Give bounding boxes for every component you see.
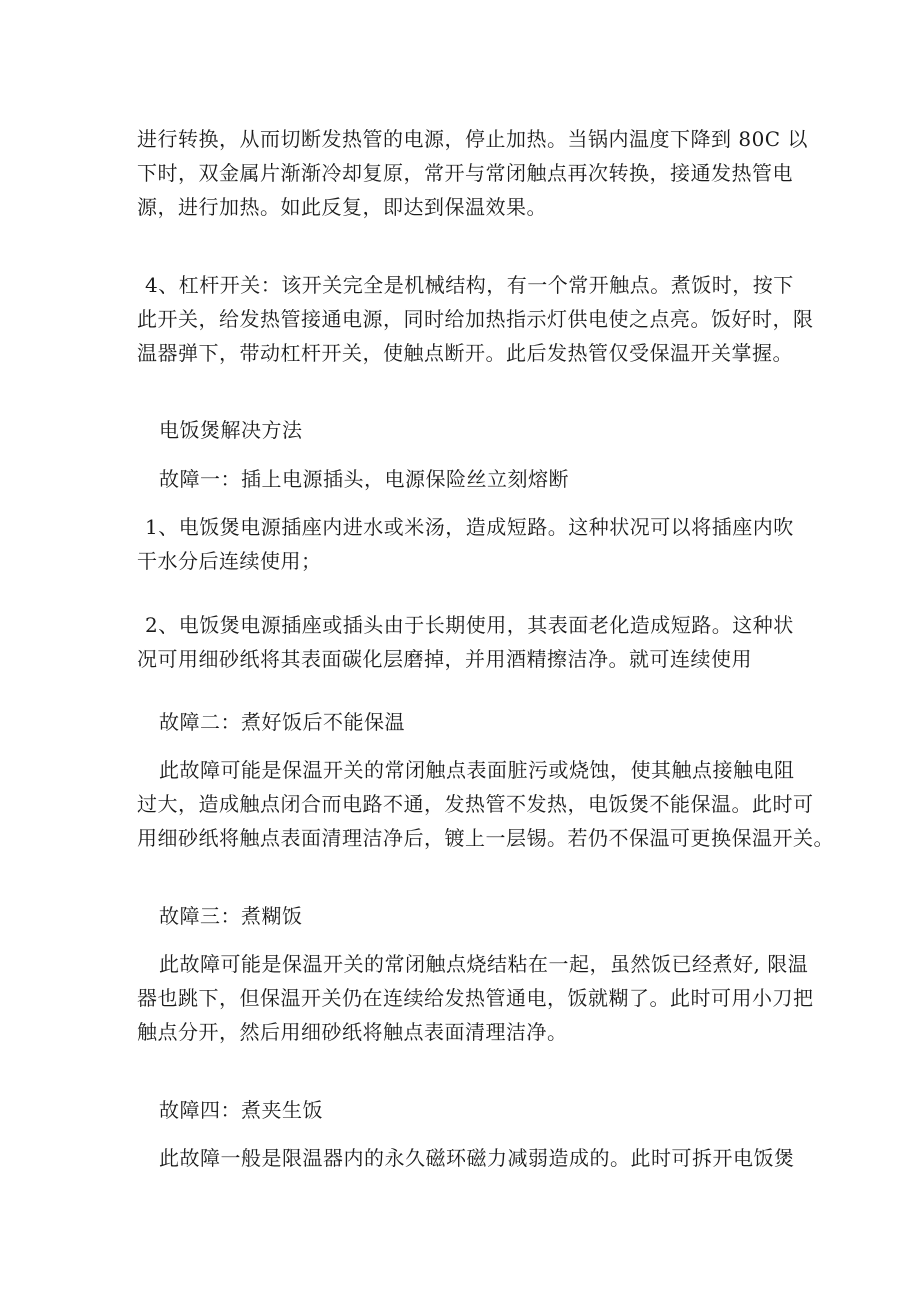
text-line: 器也跳下，但保温开关仍在连续给发热管通电，饭就糊了。此时可用小刀把 [137,986,814,1010]
text-line: 4、杠杆开关：该开关完全是机械结构，有一个常开触点。煮饭时，按下 [145,273,794,297]
text-line: 此故障可能是保温开关的常闭触点表面脏污或烧蚀，使其触点接触电阻 [159,758,795,782]
text-line: 1、电饭煲电源插座内进水或米汤，造成短路。这种状况可以将插座内吹 [145,515,794,539]
text-line: 源，进行加热。如此反复，即达到保温效果。 [137,195,547,219]
text-line: 下时，双金属片渐渐冷却复原，常开与常闭触点再次转换，接通发热管电 [137,161,793,185]
fault-four-heading [137,1093,797,1127]
text-line: 故障一：插上电源插头，电源保险丝立刻熔断 [159,467,569,491]
text-line: 此故障一般是限温器内的永久磁环磁力减弱造成的。此时可拆开电饭煲 [159,1146,795,1170]
paragraph-lever-switch [137,268,814,370]
fault-three-heading [137,899,797,933]
text-line: 故障二：煮好饭后不能保温 [159,710,405,734]
paragraph-thermostat-continued [137,122,808,224]
text-line: 况可用细砂纸将其表面碳化层磨掉，并用酒精擦洁净。就可连续使用 [137,647,752,671]
text-line: 此开关，给发热管接通电源，同时给加热指示灯供电使之点亮。饭好时，限 [137,307,814,331]
fault-two-heading [137,705,797,739]
text-line: 温器弹下，带动杠杆开关，使触点断开。此后发热管仅受保温开关掌握。 [137,341,793,365]
text-line: 此故障可能是保温开关的常闭触点烧结粘在一起，虽然饭已经煮好, 限温 [159,952,809,976]
text-line: 电饭煲解决方法 [159,418,303,442]
section-heading [137,413,797,447]
text-line: 过大，造成触点闭合而电路不通，发热管不发热，电饭煲不能保温。此时可 [137,792,814,816]
fault-one-item-2 [137,608,797,676]
fault-two-body [137,753,834,855]
text-line: 故障四：煮夹生饭 [159,1098,323,1122]
fault-one-heading [137,462,797,496]
text-line: 触点分开，然后用细砂纸将触点表面清理洁净。 [137,1020,568,1044]
fault-three-body [137,947,814,1049]
text-line: 进行转换，从而切断发热管的电源，停止加热。当锅内温度下降到 80C 以 [137,127,808,151]
fault-four-body [137,1141,797,1175]
text-line: 故障三：煮糊饭 [159,904,303,928]
text-line: 用细砂纸将触点表面清理洁净后，镀上一层锡。若仍不保温可更换保温开关。 [137,826,834,850]
text-line: 干水分后连续使用； [137,549,322,573]
text-line: 2、电饭煲电源插座或插头由于长期使用，其表面老化造成短路。这种状 [145,613,794,637]
fault-one-item-1 [137,510,797,578]
